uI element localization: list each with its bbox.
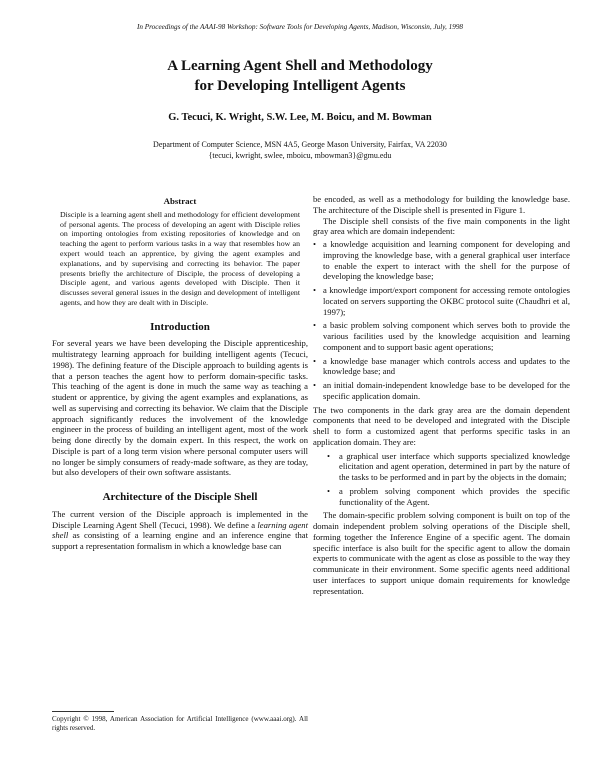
affiliation-block [0, 139, 600, 161]
architecture-text-end: as consisting of a learning engine and an inference engine that support a representation formalism in which a knowledge base can [52, 530, 308, 552]
list-item: • a problem solving component which provides the specific functionality of the Agent. [313, 486, 570, 508]
copyright-footnote [52, 711, 308, 733]
list-item: • a graphical user interface which supports specialized knowledge elicitation and agent operation, determined in part by the nature of the tasks to be performed and in part by the objects in the domain; [313, 451, 570, 483]
right-para-3: The two components in the dark gray area are the domain dependent components that need to be developed and integrated with the Disciple shell to form a customized agent that performs specific tasks in an application domain. They are: [313, 404, 570, 447]
list-item: • a basic problem solving component which serves both to provide the various facilities used by the knowledge acquisition and learning component and to support basic agent operations; [313, 320, 570, 352]
list-item: • an initial domain-independent knowledge base to be developed for the specific application domain. [313, 380, 570, 402]
introduction-heading: Introduction [150, 320, 210, 333]
title-line-2: for Developing Intelligent Agents [194, 78, 406, 94]
architecture-text [52, 509, 308, 552]
title-line-1: A Learning Agent Shell and Methodology [167, 58, 433, 74]
right-column [313, 194, 570, 596]
right-para-4: The domain-specific problem solving component is built on top of the domain independent problem solving operations of the Disciple shell, forming together the Inference Engine of a specific agent. The domain specific interface is also built for the specific agent to allow the domain experts to communicate with the agent as close as possible to the way they communicate in their environment. Some specific agents need additional user interfaces to support unique domain requirements for knowledge representation. [313, 510, 570, 596]
footnote-rule [52, 711, 114, 712]
introduction-text: For several years we have been developing the Disciple apprenticeship, multistrategy learning approach for building intelligent agents (Tecuci, 1998). The defining feature of the Disciple approach to building agents is that a person teaches the agent how to perform domain-specific tasks. This teaching of the agent is done in much the same way as teaching a student or apprentice, by giving the agent examples and explanations, as well as supervising and correcting its behavior. We claim that the Disciple approach significantly reduces the involvement of the knowledge engineer in the process of building an intelligent agent, most of the work being done directly by the domain expert. In this respect, the work on Disciple is part of a long term vision where personal computer users will no longer be simply consumers of ready-made software, as they are today, but also developers of their own software assistants. [52, 338, 308, 478]
paper-title [0, 56, 600, 96]
left-column [52, 196, 308, 552]
right-para-1: be encoded, as well as a methodology for building the knowledge base. The architecture of the Disciple shell is presented in Figure 1. [313, 194, 570, 215]
domain-components-list [313, 451, 570, 508]
copyright-text: Copyright © 1998, American Association for Artificial Intelligence (www.aaai.org). All rights reserved. [52, 715, 308, 732]
architecture-emphasis: learning agent shell [52, 519, 308, 541]
proceedings-header: In Proceedings of the AAAI-98 Workshop: Software Tools for Developing Agents, Madison, Wisconsin, July, 1998 [136, 23, 464, 31]
architecture-text-start: The current version of the Disciple approach is implemented in the Disciple Learning Agent Shell (Tecuci, 1998). We define a [52, 508, 308, 530]
affiliation: Department of Computer Science, MSN 4A5, George Mason University, Fairfax, VA 22030 [153, 140, 447, 149]
abstract-heading: Abstract [163, 196, 197, 206]
abstract-text: Disciple is a learning agent shell and methodology for efficient development of personal agents. The process of developing an agent with Disciple relies on importing ontologies from existing repositories of knowledge and on teaching the agent to perform various tasks in a way that resembles how an expert would teach an apprentice, by giving the agent examples and explanations, and by supervising and correcting its behavior. The paper presents briefly the architecture of Disciple, the process of developing a Disciple agent, and various agents developed with Disciple. Then it discusses several general issues in the design and development of intelligent agents, and how they are dealt with in Disciple. [60, 209, 300, 307]
list-item: • a knowledge base manager which controls access and updates to the knowledge base; and [313, 356, 570, 378]
list-item: • a knowledge acquisition and learning component for developing and improving the knowledge base, with a general graphical user interface to enable the expert to interact with the shell for the purpose of developing the knowledge base; [313, 239, 570, 282]
architecture-heading: Architecture of the Disciple Shell [102, 491, 258, 504]
list-item: • a knowledge import/export component for accessing remote ontologies located on servers supporting the OKBC protocol suite (Chaudhri et al, 1997); [313, 285, 570, 317]
shell-components-list [313, 239, 570, 402]
author-emails: {tecuci, kwright, swlee, mboicu, mbowman3}@gmu.edu [208, 151, 392, 160]
authors: G. Tecuci, K. Wright, S.W. Lee, M. Boicu, and M. Bowman [168, 112, 432, 123]
right-para-2: The Disciple shell consists of the five main components in the light gray area which are domain independent: [313, 215, 570, 237]
